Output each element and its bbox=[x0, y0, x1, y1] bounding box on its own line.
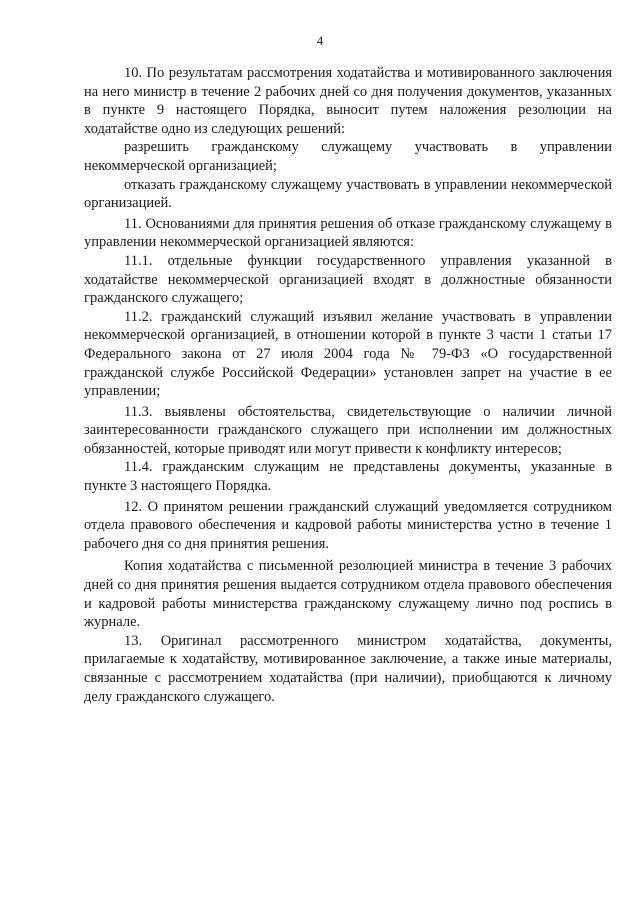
paragraph-11: 11. Основаниями для принятия решения об отказе гражданскому служащему в управлении некоммерческой организацией являются: bbox=[84, 215, 612, 251]
paragraph-11-3: 11.3. выявлены обстоятельства, свидетельствующие о наличии личной заинтересованности гражданского служащего при исполнении им должностных обязанностей, которые приводят или могут привести к конфликту интересов; bbox=[84, 403, 612, 457]
paragraph-copy: Копия ходатайства с письменной резолюцией министра в течение 3 рабочих дней со дня принятия решения выдается сотрудником отдела правового обеспечения и кадровой работы министерства гражданскому служащему лично под роспись в журнале. bbox=[84, 558, 612, 631]
option-allow: разрешить гражданскому служащему участвовать в управлении некоммерческой организацией; bbox=[84, 139, 612, 174]
option-deny: отказать гражданскому служащему участвовать в управлении некоммерческой организацией. bbox=[84, 176, 612, 212]
document-body bbox=[84, 64, 612, 706]
paragraph-10: 10. По результатам рассмотрения ходатайства и мотивированного заключения на него министр в течение 2 рабочих дней со дня получения документов, указанных в пункте 9 настоящего Порядка, выносит путем наложения резолюции на ходатайстве одно из следующих решений: bbox=[84, 65, 612, 137]
paragraph-13: 13. Оригинал рассмотренного министром ходатайства, документы, прилагаемые к ходатайству, мотивированное заключение, а также иные материалы, связанные с рассмотрением ходатайства (при наличии), приобщаются к личному делу гражданского служащего. bbox=[84, 632, 612, 705]
paragraph-12: 12. О принятом решении гражданский служащий уведомляется сотрудником отдела правового обеспечения и кадровой работы министерства устно в течение 1 рабочего дня со дня принятия решения. bbox=[84, 498, 612, 552]
paragraph-11-4: 11.4. гражданским служащим не представлены документы, указанные в пункте 3 настоящего Порядка. bbox=[84, 459, 612, 495]
page-number: 4 bbox=[316, 33, 324, 48]
paragraph-11-1: 11.1. отдельные функции государственного управления указанной в ходатайстве некоммерческой организацией входят в должностные обязанности гражданского служащего; bbox=[84, 252, 612, 307]
paragraph-11-2: 11.2. гражданский служащий изъявил желание участвовать в управлении некоммерческой организацией, в отношении которой в пункте 3 части 1 статьи 17 Федерального закона от 27 июля 2004 года № 79-ФЗ «О государственной гражданской службе Российской Федерации» установлен запрет на участие в ее управлении; bbox=[84, 308, 612, 400]
